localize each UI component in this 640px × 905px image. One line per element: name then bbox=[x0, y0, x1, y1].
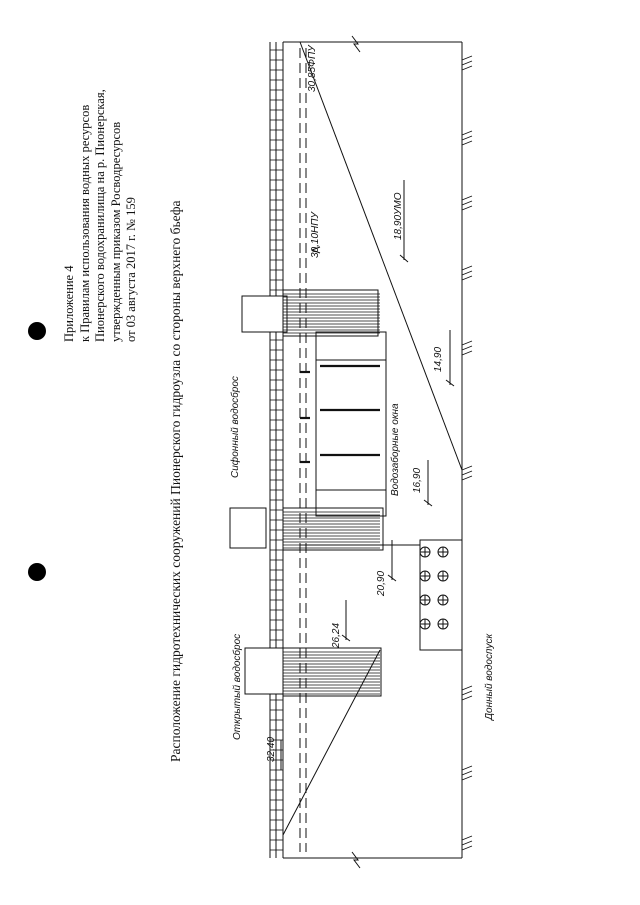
level-16-90: 16,90 bbox=[412, 467, 423, 493]
level-20-90: 20,90 bbox=[376, 570, 387, 596]
header-line: к Правилам использования водных ресурсов bbox=[77, 104, 92, 342]
level-npu: 30,10НПУ bbox=[310, 212, 321, 258]
document-title: Расположение гидротехнических сооружений Пионерского гидроузла со стороны верхнего бьефа bbox=[168, 200, 183, 762]
level-14-90: 14,90 bbox=[433, 346, 444, 372]
level-26-24: 26,24 bbox=[331, 622, 342, 648]
header-line: утвержденным приказом Росводресурсов bbox=[108, 121, 123, 342]
level-32-40: 32,40 bbox=[266, 736, 277, 762]
label-open-spillway: Открытый водосброс bbox=[232, 633, 243, 740]
label-siphon-spillway: Сифонный водосброс bbox=[230, 376, 241, 478]
label-intake-windows: Водозаборные окна bbox=[390, 403, 401, 496]
label-bottom-outlet: Донный водоспуск bbox=[484, 633, 495, 720]
level-fpu: 30,85ФПУ bbox=[307, 45, 318, 92]
level-umo: 18,90УМО bbox=[393, 192, 404, 240]
header-line: Приложение 4 bbox=[62, 265, 76, 342]
left-slope bbox=[283, 650, 380, 835]
right-slope bbox=[300, 42, 462, 470]
header-line: от 03 августа 2017 г. № 159 bbox=[124, 197, 138, 342]
header-line: Пионерского водохранилища на р. Пионерская, bbox=[93, 89, 107, 342]
